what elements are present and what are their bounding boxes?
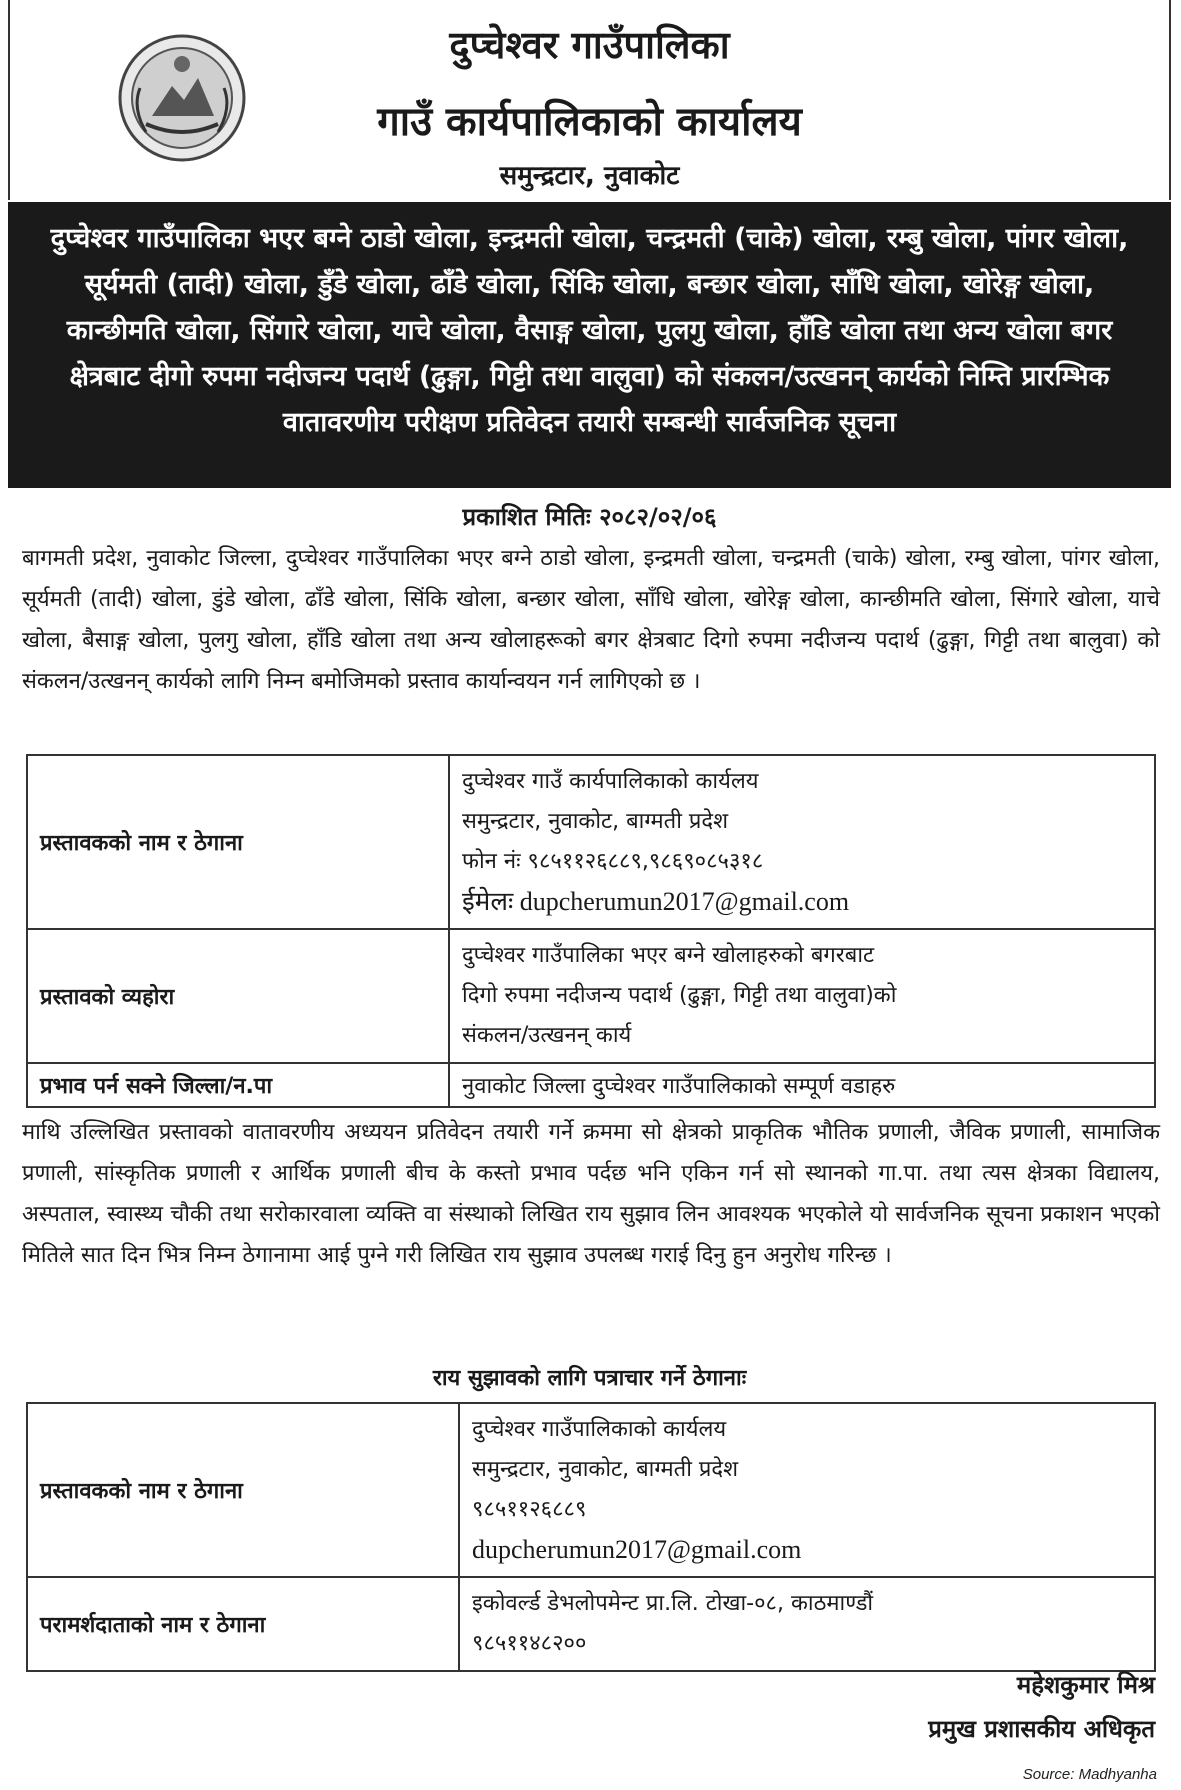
consultant-label: परामर्शदाताको नाम र ठेगाना bbox=[27, 1577, 459, 1671]
address-line: दुप्चेश्वर गाउँपालिकाको कार्यलय bbox=[472, 1417, 727, 1442]
proposal-table bbox=[26, 754, 1156, 1108]
description-line: संकलन/उत्खनन् कार्य bbox=[462, 1023, 632, 1048]
address-proponent-label: प्रस्तावकको नाम र ठेगाना bbox=[27, 1403, 459, 1577]
header bbox=[8, 0, 1171, 200]
table-row bbox=[27, 929, 1155, 1063]
signatory-title: प्रमुख प्रशासकीय अधिकृत bbox=[928, 1715, 1155, 1743]
municipality-name: दुप्चेश्वर गाउँपालिका bbox=[449, 23, 730, 67]
notice-title-band bbox=[8, 202, 1171, 488]
description-value bbox=[449, 929, 1155, 1063]
table-row bbox=[27, 755, 1155, 929]
notice-title: दुप्चेश्वर गाउँपालिका भएर बग्ने ठाडो खोला, इन्द्रमती खोला, चन्द्रमती (चाके) खोला, रम्बु खोला, पांगर खोला, सूर्यमती (तादी) खोला, डुँडे खोला, ढाँडे खोला, सिंकि खोला, बन्छार खोला, साँधि खोला, खोरेङ्ग खोला, कान्छीमति खोला, सिंगारे खोला, याचे खोला, वैसाङ्ग खोला, पुलगु खोला, हाँडि खोला तथा अन्य खोला बगर क्षेत्रबाट दीगो रुपमा नदीजन्य पदार्थ (ढुङ्गा, गिट्टी तथा वालुवा) को संकलन/उत्खनन् कार्यको निम्ति प्रारम्भिक वातावरणीय परीक्षण प्रतिवेदन तयारी सम्बन्धी सार्वजनिक सूचना bbox=[50, 223, 1129, 438]
affected-label: प्रभाव पर्न सक्ने जिल्ला/न.पा bbox=[27, 1063, 449, 1107]
address-line: समुन्द्रटार, नुवाकोट, बाग्मती प्रदेश bbox=[472, 1457, 739, 1482]
notice-page bbox=[8, 0, 1171, 1790]
table-row bbox=[27, 1063, 1155, 1107]
address-line: ९८५११२६८८९ bbox=[472, 1497, 587, 1522]
office-name: गाउँ कार्यपालिकाको कार्यालय bbox=[377, 99, 802, 145]
proponent-email: ईमेलः dupcherumun2017@gmail.com bbox=[462, 887, 850, 916]
address-proponent-value bbox=[459, 1403, 1155, 1577]
consultant-value bbox=[459, 1577, 1155, 1671]
proponent-value bbox=[449, 755, 1155, 929]
address-heading: राय सुझावको लागि पत्राचार गर्ने ठेगानाः bbox=[432, 1366, 747, 1391]
description-label: प्रस्तावको व्यहोरा bbox=[27, 929, 449, 1063]
address-table bbox=[26, 1402, 1156, 1672]
published-date: प्रकाशित मितिः २०८२/०२/०६ bbox=[462, 503, 717, 531]
proponent-line: फोन नंः ९८५११२६८८९,९८६९०८५३१८ bbox=[462, 849, 764, 874]
affected-value: नुवाकोट जिल्ला दुप्चेश्वर गाउँपालिकाको सम्पूर्ण वडाहरु bbox=[449, 1063, 1155, 1107]
consultant-line: इकोवर्ल्ड डेभलोपमेन्ट प्रा.लि. टोखा-०८, काठमाण्डौं bbox=[472, 1591, 874, 1616]
table-row bbox=[27, 1577, 1155, 1671]
request-paragraph: माथि उल्लिखित प्रस्तावको वातावरणीय अध्ययन प्रतिवेदन तयारी गर्ने क्रममा सो क्षेत्रको प्राकृतिक भौतिक प्रणाली, जैविक प्रणाली, सामाजिक प्रणाली, सांस्कृतिक प्रणाली र आर्थिक प्रणाली बीच के कस्तो प्रभाव पर्दछ भनि एकिन गर्न सो स्थानको गा.पा. तथा त्यस क्षेत्रका विद्यालय, अस्पताल, स्वास्थ्य चौकी तथा सरोकारवाला व्यक्ति वा संस्थाको लिखित राय सुझाव लिन आवश्यक भएकोले यो सार्वजनिक सूचना प्रकाशन भएको मितिले सात दिन भित्र निम्न ठेगानामा आई पुग्ने गरी लिखित राय सुझाव उपलब्ध गराई दिनु हुन अनुरोध गरिन्छ । bbox=[22, 1120, 1160, 1268]
proponent-label: प्रस्तावकको नाम र ठेगाना bbox=[27, 755, 449, 929]
office-location: समुन्द्रटार, नुवाकोट bbox=[499, 161, 680, 191]
source-credit: Source: Madhyanha bbox=[1022, 1766, 1157, 1783]
table-row bbox=[27, 1403, 1155, 1577]
proponent-line: समुन्द्रटार, नुवाकोट, बाग्मती प्रदेश bbox=[462, 809, 729, 834]
consultant-line: ९८५११४८२०० bbox=[472, 1631, 587, 1656]
proponent-line: दुप्चेश्वर गाउँ कार्यपालिकाको कार्यलय bbox=[462, 769, 759, 794]
signatory-name: महेशकुमार मिश्र bbox=[1016, 1671, 1155, 1699]
address-email: dupcherumun2017@gmail.com bbox=[472, 1535, 802, 1564]
description-line: दिगो रुपमा नदीजन्य पदार्थ (ढुङ्गा, गिट्टी तथा वालुवा)को bbox=[462, 983, 897, 1008]
intro-paragraph: बागमती प्रदेश, नुवाकोट जिल्ला, दुप्चेश्वर गाउँपालिका भएर बग्ने ठाडो खोला, इन्द्रमती खोला, चन्द्रमती (चाके) खोला, रम्बु खोला, पांगर खोला, सूर्यमती (तादी) खोला, डुंडे खोला, ढाँडे खोला, सिंकि खोला, बन्छार खोला, साँधि खोला, खोरेङ्ग खोला, कान्छीमति खोला, सिंगारे खोला, याचे खोला, बैसाङ्ग खोला, पुलगु खोला, हाँडि खोला तथा अन्य खोलाहरूको बगर क्षेत्रबाट दिगो रुपमा नदीजन्य पदार्थ (ढुङ्गा, गिट्टी तथा बालुवा) को संकलन/उत्खनन् कार्यको लागि निम्न बमोजिमको प्रस्ताव कार्यान्वयन गर्न लागिएको छ । bbox=[22, 546, 1160, 694]
description-line: दुप्चेश्वर गाउँपालिका भएर बग्ने खोलाहरुको बगरबाट bbox=[462, 943, 875, 968]
